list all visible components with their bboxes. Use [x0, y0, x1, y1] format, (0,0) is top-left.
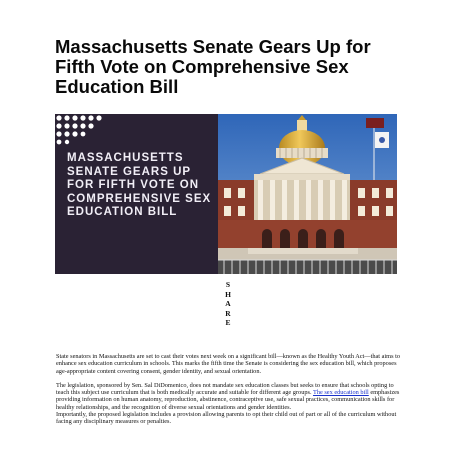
article-paragraph [56, 382, 401, 411]
share-letter: E [225, 318, 231, 327]
hero-image [55, 114, 397, 274]
share-letter: A [225, 299, 231, 308]
share-link[interactable] [222, 280, 234, 328]
state-house-illustration [218, 114, 397, 274]
state-house-photo [218, 114, 397, 274]
share-letter: R [225, 308, 231, 318]
hero-overlay-title: MASSACHUSETTS SENATE GEARS UP FOR FIFTH VOTE ON COMPREHENSIVE SEX EDUCATION BILL [67, 152, 212, 218]
paragraph-text: The legislation, sponsored by Sen. Sal DiDomenico, does not mandate sex education classes but seeks to ensure that schools opting to teach this subject use curriculum that is both medically accurate and suitable for different age groups. [56, 381, 394, 397]
dot-pattern-decoration [55, 114, 115, 154]
sex-education-bill-link[interactable]: The sex education bill [312, 389, 369, 397]
paragraph-text: emphasizes providing information on human anatomy, reproduction, abstinence, contraceptive use, safe sexual practices, communication skills for healthy relationships, and the recognition of diverse sexual orientations and gender identities. [56, 389, 400, 411]
article-headline: Massachusetts Senate Gears Up for Fifth Vote on Comprehensive Sex Education Bill [55, 36, 371, 97]
share-letter: H [225, 289, 231, 299]
hero-title-panel [55, 114, 218, 274]
article-paragraph: State senators in Massachusetts are set to cast their votes next week on a significant bill—known as the Healthy Youth Act—that aims to enhance sex education curriculum in schools. This marks the fifth time the Senate is considering the sex education bill, which proposes age-appropriate content covering consent, gender identity, and sexual orientation. [56, 353, 400, 375]
article-body [56, 353, 401, 426]
share-letter: S [225, 280, 231, 289]
article-paragraph: Importantly, the proposed legislation includes a provision allowing parents to opt their child out of part or all of the curriculum without facing any disciplinary measures or penalties. [56, 411, 397, 426]
